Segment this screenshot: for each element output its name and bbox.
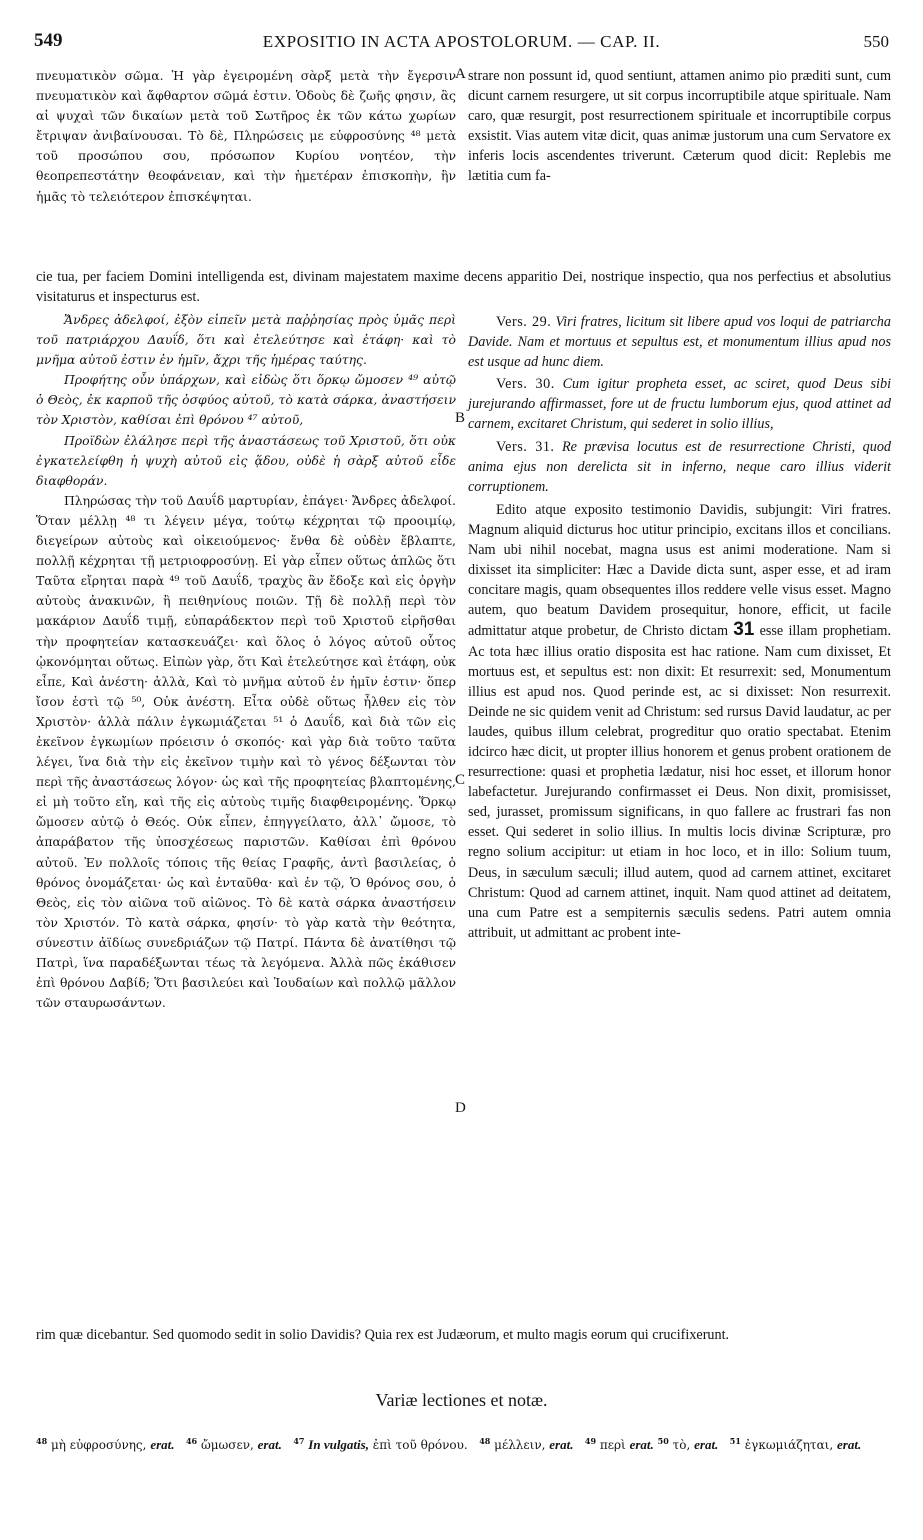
- greek-commentary: Πληρώσας τὴν τοῦ Δαυΐδ μαρτυρίαν, ἐπάγει· Ἄνδρες ἀδελφοί. Ὅταν μέλλῃ ⁴⁸ τι λέγειν μέγα, τούτῳ κέχρηται τῷ προοιμίῳ, διεγείρων αὐτοὺς καὶ οἰκειούμενος· ἔνθα δὲ οὐδὲν ἔβλαπτε, πολλῇ κέχρηται τῇ μετριοφροσύνῃ. Εἰ γὰρ εἶπεν οὕτως ἁπλῶς ὅτι Ταῦτα εἴρηται παρὰ ⁴⁹ τοῦ Δαυΐδ, τραχὺς ἂν ἔδοξε καὶ εἰς ὀργὴν αὐτοὺς ἀνακινῶν, ἢ πειθηνίους ποιῶν. Τῇ δὲ πολλῇ περὶ τὸν μακάριον Δαυΐδ τιμῇ, εὐπαράδεκτον περὶ τοῦ Χριστοῦ εἰρῆσθαι τὴν προφητείαν κατασκευάζει· καὶ ὅλος ὁ λόγος αὐτοῦ οὗτος ᾠκονόμηται οὕτως. Εἰπὼν γὰρ, ὅτι Καὶ ἐτελεύτησε καὶ ἐτάφη, οὐκ εἶπε, Καὶ ἀνέστη· ἀλλὰ, Καὶ τὸ μνῆμα αὐτοῦ ἐν ἡμῖν ἐστιν· ὅπερ ἴσον ἐστὶ τῷ ⁵⁰, Οὐκ ἀνέστη. Εἶτα οὐδὲ οὕτως ἦλθεν εἰς τὸν Χριστὸν· ἀλλὰ πάλιν ἐγκωμιάζεται ⁵¹ ὁ Δαυΐδ, καὶ διὰ τῶν εἰς ἐκεῖνον ἐγκωμίων πρόεισιν ὁ σκοπός· καὶ γὰρ διὰ τοῦτο ταῦτα λέγει, ἵνα διὰ τὴν εἰς ἐκεῖνον τιμὴν καὶ τὸ γένος δέξωνται τὸν περὶ τῆς ἀναστάσεως λόγον· ὡς καὶ τῆς προφητείας βλαπτομένης, εἰ μὴ τοῦτο εἴη, καὶ τῆς εἰς αὐτοὺς τιμῆς διαφθειρομένης. Ὅρκῳ ὤμοσεν αὐτῷ ὁ Θεός. Οὐκ εἶπεν, ἐπηγγείλατο, ἀλλ᾽ ὤμοσε, τὸ ἀπαράβατον τῆς ὑποσχέσεως παριστῶν. Καθίσαι ἐπὶ θρόνου αὐτοῦ. Ἐν πολλοῖς τόποις τῆς θείας Γραφῆς, ἀντὶ βασιλείας, ὁ θρόνος ὀνομάζεται· ὡς καὶ ἐνταῦθα· καὶ ἐν τῷ, Ὁ θρόνος σου, ὁ Θεὸς, εἰς τὸν αἰῶνα τοῦ αἰῶνος. Τὸ δὲ κατὰ σάρκα ἀναστήσειν τὸν Χριστόν. Τὸ κατὰ σάρκα, φησίν· τὸ γὰρ κατὰ τὴν θεότητα, σύνεστιν ἀϊδίως συνεδριάζων τῷ Πατρί. Πάντα δὲ ἀνατίθησι τῷ Πατρὶ, ἵνα παραδέξωνται τέως τὰ λεγόμενα. Ἀλλὰ πῶς ἐκάθισεν ἐπὶ θρόνου Δαβίδ; Ὅτι βασιλεύει καὶ Ἰουδαίων καὶ πολλῷ μᾶλλον τῶν σταυρωσάντων.: [36, 492, 456, 1011]
- verse-label: Vers. 30.: [496, 376, 555, 393]
- footnote: $^{50}$ τὸ, erat.: [657, 1436, 719, 1452]
- verse-text: Viri fratres, licitum sit libere apud vos loqui de patriarcha Davide. Nam et mortuus et sepultus est, et monumentum illius apud nos est usque ad hunc diem.: [468, 314, 891, 371]
- section-mark-c: C: [455, 772, 466, 788]
- footnote: $^{48}$ μὴ εὐφροσύνης, erat.: [36, 1436, 175, 1452]
- footnotes: [36, 1432, 891, 1455]
- latin-verse-29: [468, 312, 891, 372]
- latin-verse-31: [468, 437, 891, 497]
- section-mark-a: A: [455, 66, 466, 82]
- latin-column-top: [468, 66, 891, 187]
- greek-verse-30: Προφήτης οὖν ὑπάρχων, καὶ εἰδὼς ὅτι ὅρκῳ ὤμοσεν ⁴⁹ αὐτῷ ὁ Θεὸς, ἐκ καρποῦ τῆς ὀσφύος αὐτοῦ, τὸ κατὰ σάρκα, ἀναστήσειν τὸν Χριστὸν, καθίσαι ἐπὶ θρόνου ⁴⁷ αὐτοῦ,: [36, 372, 456, 428]
- latin-commentary-part-b: esse illam prophetiam. Ac tota hæc illius oratio disposita est hac ratione. Nam cum dixisset, Et mortuus est, et sepultus est: non dixit: Et resurrexit: sed, Monumentum illius est apud nos. Quod perinde est, ac si dixisset: Non resurrexit. Deinde ne sic quidem venit ad Christum: sed rursus David laudatur, ac per laudes, quibus illum celebrat, progreditur quo oratio spectabat. Etenim idcirco hæc dicit, ut propter illius honorem et genus probent orationem de resurrectione: quasi et prophetia lædatur, nisi hoc esset, et illorum honor labefactetur. Jurejurando confirmasset ei Deus. Non dixit, promisisset, sed, jurasset, promissum significans, in quo fallere ac frustrari fas non esset. Qui sederet in solio illius. In multis locis divinæ Scripturæ, pro regno solium accipitur: ut etiam in hoc loco, et in illo: Solium tuum, Deus, in sæculum sæculi; illud autem, quod ad carnem attinet, excitaret Christum: Quod ad carnem attinet, inquit. Nam quod attinet ad deitatem, una cum Patre est a sempiternis sæculis sedens. Patri autem omnia attribuit, ut admittant ac probent inte-: [468, 623, 891, 941]
- greek-column-lower: [36, 310, 456, 1013]
- greek-column: [36, 66, 456, 207]
- running-title: EXPOSITIO IN ACTA APOSTOLORUM. — CAP. II.: [262, 32, 661, 51]
- footnote: $^{46}$ ὤμωσεν, erat.: [185, 1436, 282, 1452]
- page-number-right: 550: [863, 32, 889, 51]
- greek-paragraph-intro: πνευματικὸν σῶμα. Ἡ γὰρ ἐγειρομένη σὰρξ μετὰ τὴν ἔγερσιν πνευματικὸν καὶ ἄφθαρτον σῶμά ἐστιν. Ὁδοὺς δὲ ζωῆς φησιν, ἃς αἱ ψυχαὶ τῶν δικαίων μετὰ τοῦ Σωτῆρος ἐκ τῶν κάτω χωρίων ἔτριψαν ἀνιβαίνουσαι. Τὸ δὲ, Πληρώσεις με εὐφροσύνης ⁴⁸ μετὰ τοῦ προσώπου σου, πρόσωπον Κυρίου νοητέον, τὴν θεοπρεπεστάτην θεοφάνειαν, καὶ τὴν ἡμετέραν ἐπισκοπὴν, ἣν ἡμᾶς τὸ τελειότερον ἐπισκέψηται.: [36, 68, 456, 204]
- latin-commentary: [468, 500, 891, 943]
- section-mark-b: B: [455, 410, 466, 426]
- footnote: $^{47}$ In vulgatis, ἐπὶ τοῦ θρόνου.: [293, 1436, 468, 1452]
- footnote: $^{49}$ περὶ erat.: [584, 1436, 654, 1452]
- section-mark-d: D: [455, 1100, 466, 1116]
- latin-commentary-part-a: Edito atque exposito testimonio Davidis, subjungit: Viri fratres. Magnum aliquid dicturus hoc utitur principio, excitans illos et concilians. Nam ubi nihil nocebat, magna usus est animi moderatione. Nam si dixisset ita simpliciter: Hæc a Davide dicta sunt, asper esse, et ad iram concitare magis, quam obsequentes illos reddere velle visus esset. Magno autem, quo beatum Davidem prosequitur, honore, efficit, ut facile admittatur atque probetur, de Christo dictam: [468, 501, 891, 640]
- verse-text: Re prævisa locutus est de resurrectione Christi, quod anima ejus non derelicta sit in inferno, neque caro illius viderit corruptionem.: [468, 438, 892, 495]
- greek-verse-31: Προϊδὼν ἐλάλησε περὶ τῆς ἀναστάσεως τοῦ Χριστοῦ, ὅτι οὐκ ἐγκατελείφθη ἡ ψυχὴ αὐτοῦ εἰς ᾅδου, οὐδὲ ἡ σὰρξ αὐτοῦ εἶδε διαφθοράν.: [36, 432, 456, 488]
- notes-heading: Variæ lectiones et notæ.: [375, 1390, 548, 1410]
- footnote: $^{51}$ ἐγκωμιάζηται, erat.: [729, 1436, 862, 1452]
- full-width-line-bottom: rim quæ dicebantur. Sed quomodo sedit in solio Davidis? Quia rex est Judæorum, et multo magis eorum qui crucifixerunt.: [36, 1327, 730, 1343]
- footnote: $^{48}$ μέλλειν, erat.: [479, 1436, 574, 1452]
- latin-verse-30: [468, 374, 891, 434]
- latin-column-lower: [468, 310, 891, 943]
- verse-label: Vers. 29.: [496, 314, 552, 330]
- greek-verse-29: Ἄνδρες ἀδελφοί, ἐξὸν εἰπεῖν μετὰ παῤῥησίας πρὸς ὑμᾶς περὶ τοῦ πατριάρχου Δαυΐδ, ὅτι καὶ ἐτελεύτησε καὶ ἐτάφη· καὶ τὸ μνῆμα αὐτοῦ ἐστιν ἐν ἡμῖν, ἄχρι τῆς ἡμέρας ταύτης.: [36, 312, 456, 368]
- running-header: [34, 30, 889, 56]
- page-number-left: 549: [34, 30, 63, 51]
- verse-text: Cum igitur propheta esset, ac sciret, quod Deus sibi jurejurando affirmasset, fore ut de fructu lumborum ejus, quod attinet ad carnem, excitaret Christum, qui sederet in solio illius,: [468, 376, 892, 433]
- full-width-line-top: cie tua, per faciem Domini intelligenda est, divinam majestatem maxime decens apparitio Dei, nostrique inspectio, qua nos perfectius et absolutius visitaturus et inspecturus est.: [36, 269, 891, 306]
- column-number-marker: 31: [733, 619, 755, 641]
- verse-label: Vers. 31.: [496, 438, 555, 455]
- latin-paragraph-intro: strare non possunt id, quod sentiunt, attamen animo pio præditi sunt, cum dicunt carnem resurgere, ut sit corpus incorruptibile atque spirituale. Nam caro, quæ resurgit, post resurrectionem spirituale et incorruptibile corpus exsistit. Vias autem vitæ dicit, quas animæ justorum una cum Servatore ex inferis locis ascendentes triverunt. Cæterum quod dicit: Replebis me lætitia cum fa-: [468, 68, 891, 185]
